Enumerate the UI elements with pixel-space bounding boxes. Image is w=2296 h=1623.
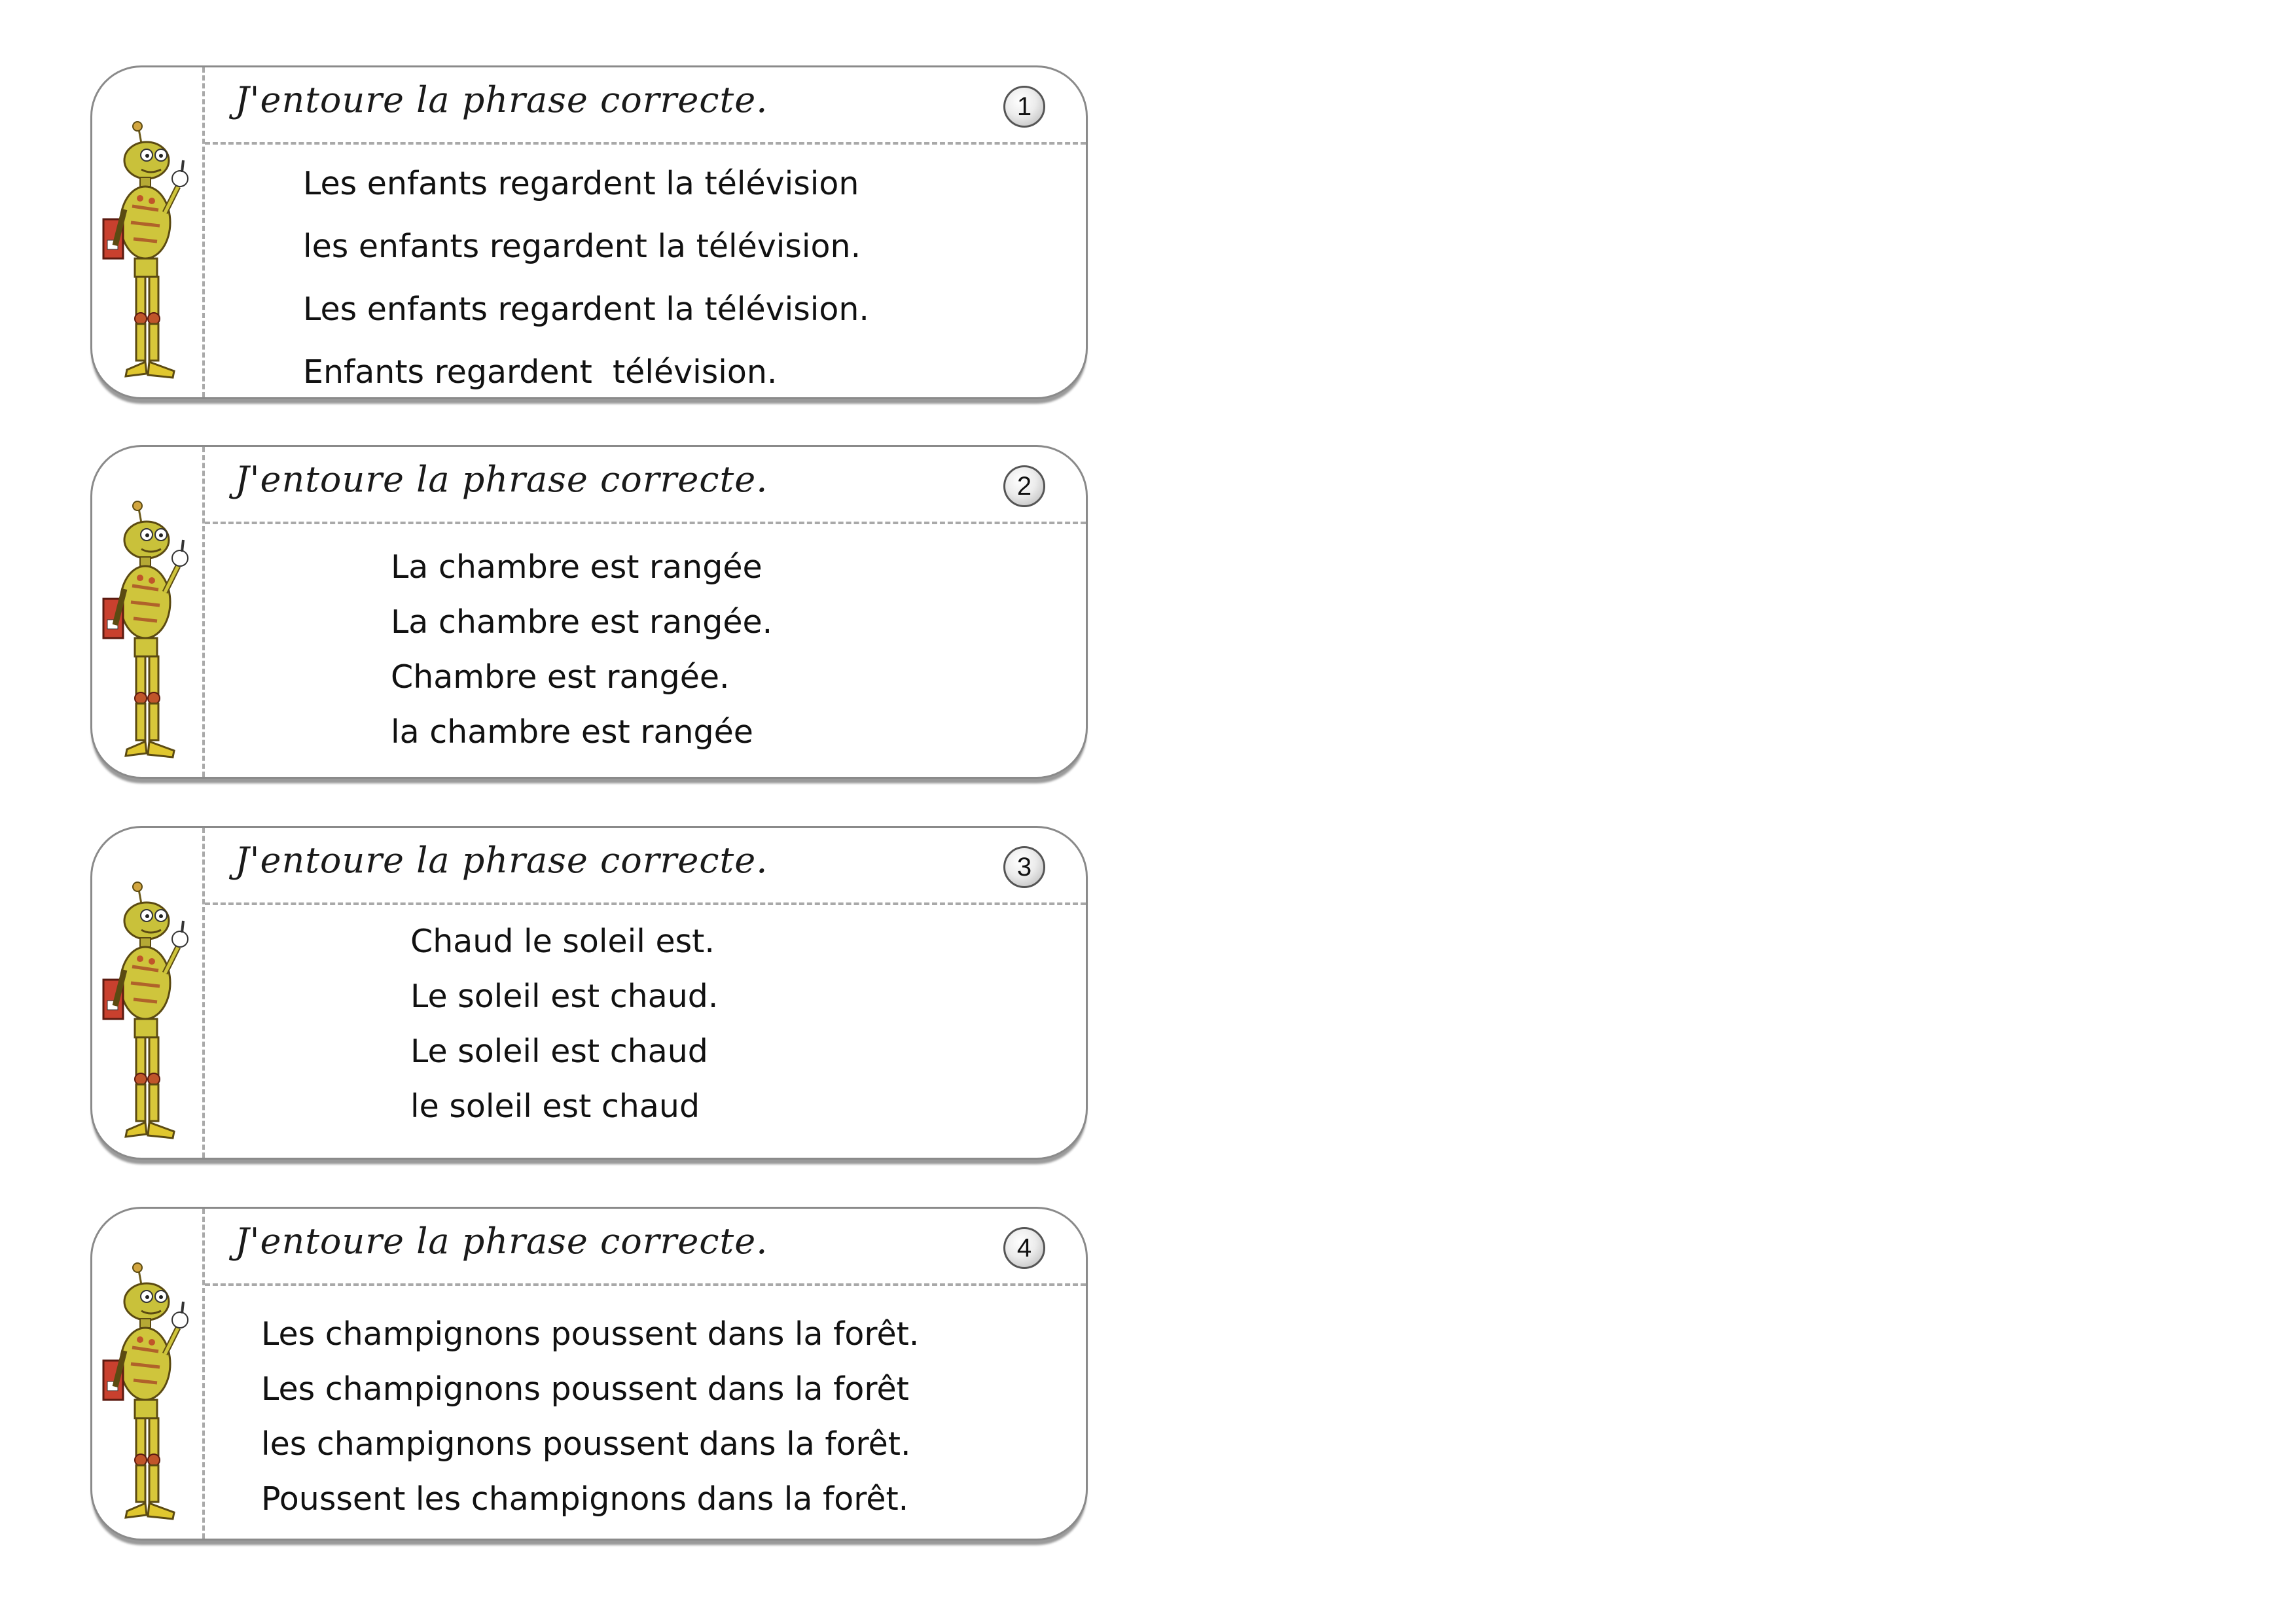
- sentence-list: [410, 914, 718, 1134]
- instruction-text: J'entoure la phrase correcte.: [235, 459, 768, 500]
- sentence-option[interactable]: Chambre est rangée.: [391, 658, 730, 696]
- robot-mascot-icon: [99, 494, 201, 769]
- sentence-option[interactable]: La chambre est rangée: [391, 548, 762, 586]
- sentence-option[interactable]: Les enfants regardent la télévision: [303, 165, 859, 202]
- header-divider: [205, 1283, 1086, 1286]
- vertical-divider: [202, 447, 205, 777]
- header-divider: [205, 902, 1086, 905]
- sentence-option[interactable]: Poussent les champignons dans la forêt.: [261, 1480, 909, 1518]
- sentence-option[interactable]: La chambre est rangée.: [391, 603, 773, 641]
- exercise-card-1: [90, 65, 1088, 399]
- number-circle-icon: 1: [1003, 86, 1045, 128]
- sentence-option[interactable]: Les champignons poussent dans la forêt: [261, 1370, 909, 1408]
- sentence-list: [261, 1307, 919, 1527]
- number-circle-icon: 3: [1003, 846, 1045, 888]
- sentence-option[interactable]: Le soleil est chaud.: [410, 978, 719, 1015]
- instruction-text: J'entoure la phrase correcte.: [235, 1221, 768, 1262]
- robot-mascot-icon: [99, 1256, 201, 1531]
- sentence-option[interactable]: la chambre est rangée: [391, 713, 753, 751]
- number-circle-icon: 4: [1003, 1227, 1045, 1269]
- vertical-divider: [202, 67, 205, 397]
- sentence-list: [391, 540, 772, 760]
- sentence-option[interactable]: Les enfants regardent la télévision.: [303, 291, 869, 328]
- robot-mascot-icon: [99, 115, 201, 389]
- sentence-option[interactable]: Enfants regardent télévision.: [303, 353, 778, 391]
- robot-mascot-icon: [99, 875, 201, 1150]
- instruction-text: J'entoure la phrase correcte.: [235, 79, 768, 120]
- header-divider: [205, 142, 1086, 145]
- sentence-option[interactable]: Le soleil est chaud: [410, 1033, 708, 1070]
- sentence-option[interactable]: Chaud le soleil est.: [410, 923, 715, 960]
- exercise-card-4: [90, 1207, 1088, 1541]
- sentence-option[interactable]: Les champignons poussent dans la forêt.: [261, 1315, 920, 1353]
- vertical-divider: [202, 1209, 205, 1539]
- exercise-card-2: [90, 445, 1088, 779]
- sentence-option[interactable]: les enfants regardent la télévision.: [303, 228, 861, 265]
- header-divider: [205, 522, 1086, 524]
- sentence-list: [303, 152, 869, 404]
- number-circle-icon: 2: [1003, 465, 1045, 507]
- exercise-card-3: [90, 826, 1088, 1160]
- vertical-divider: [202, 828, 205, 1158]
- sentence-option[interactable]: les champignons poussent dans la forêt.: [261, 1425, 911, 1463]
- instruction-text: J'entoure la phrase correcte.: [235, 840, 768, 881]
- sentence-option[interactable]: le soleil est chaud: [410, 1088, 700, 1125]
